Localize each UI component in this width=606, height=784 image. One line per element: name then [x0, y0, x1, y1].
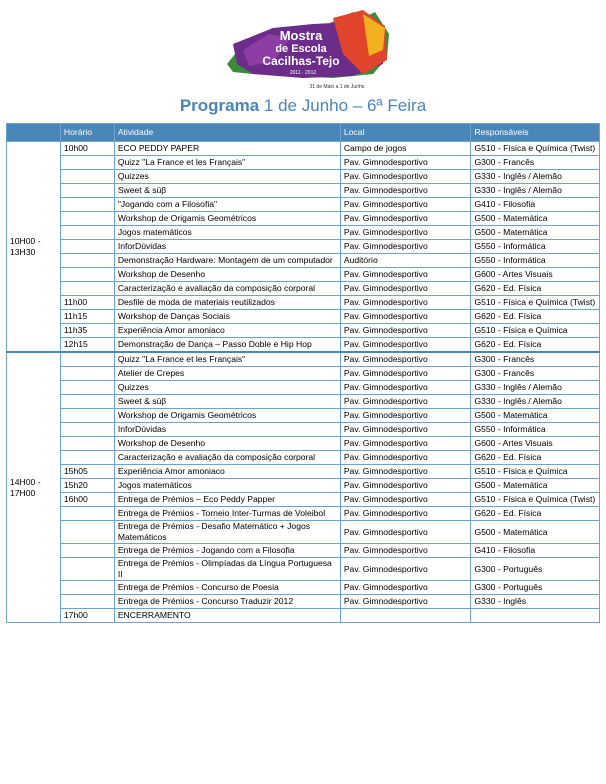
location-cell: Pav. Gimnodesportivo — [340, 493, 471, 507]
page-title — [0, 96, 606, 116]
location-cell: Pav. Gimnodesportivo — [340, 581, 471, 595]
table-row — [7, 240, 600, 254]
activity-cell: InforDúvidas — [114, 240, 340, 254]
time-cell — [60, 212, 114, 226]
location-cell: Pav. Gimnodesportivo — [340, 544, 471, 558]
location-cell: Pav. Gimnodesportivo — [340, 479, 471, 493]
logo-line1: Mostra — [279, 28, 323, 43]
activity-cell: Workshop de Desenho — [114, 437, 340, 451]
responsible-cell: G300 - Francês — [471, 367, 600, 381]
location-cell: Pav. Gimnodesportivo — [340, 282, 471, 296]
time-cell — [60, 595, 114, 609]
activity-cell: Entrega de Prémios - Jogando com a Filosofia — [114, 544, 340, 558]
time-cell: 16h00 — [60, 493, 114, 507]
responsible-cell: G510 - Física e Química (Twist) — [471, 493, 600, 507]
responsible-cell: G510 - Física e Química — [471, 465, 600, 479]
location-cell: Pav. Gimnodesportivo — [340, 395, 471, 409]
table-row — [7, 479, 600, 493]
afternoon-block — [7, 352, 600, 623]
responsible-cell: G410 - Filosofia — [471, 544, 600, 558]
responsible-cell: G410 - Filosofia — [471, 198, 600, 212]
table-row — [7, 381, 600, 395]
responsible-cell: G620 - Ed. Física — [471, 282, 600, 296]
location-cell: Campo de jogos — [340, 142, 471, 156]
location-cell: Pav. Gimnodesportivo — [340, 409, 471, 423]
table-row — [7, 409, 600, 423]
time-cell — [60, 254, 114, 268]
location-cell: Pav. Gimnodesportivo — [340, 465, 471, 479]
table-row — [7, 595, 600, 609]
activity-cell: Entrega de Prémios - Torneio Inter-Turmas de Voleibol — [114, 507, 340, 521]
logo-years: 2011 · 2012 — [289, 70, 317, 76]
activity-cell: Quizzes — [114, 381, 340, 395]
activity-cell: Quizz "La France et les Français" — [114, 352, 340, 367]
table-row — [7, 521, 600, 544]
title-main: Programa — [179, 96, 260, 115]
time-cell — [60, 268, 114, 282]
time-cell — [60, 381, 114, 395]
activity-cell: Entrega de Prémios – Eco Peddy Papper — [114, 493, 340, 507]
activity-cell: Entrega de Prémios - Concurso de Poesia — [114, 581, 340, 595]
table-row — [7, 544, 600, 558]
time-cell: 11h35 — [60, 324, 114, 338]
activity-cell: Demonstração Hardware: Montagem de um computador — [114, 254, 340, 268]
activity-cell: Caracterização e avaliação da composição corporal — [114, 282, 340, 296]
time-cell — [60, 240, 114, 254]
activity-cell: Entrega de Prémios - Concurso Traduzir 2012 — [114, 595, 340, 609]
location-cell: Pav. Gimnodesportivo — [340, 338, 471, 353]
responsible-cell: G330 - Inglês / Alemão — [471, 170, 600, 184]
header-location: Local — [340, 124, 471, 142]
responsible-cell: G600 - Artes Visuais — [471, 437, 600, 451]
table-row — [7, 395, 600, 409]
activity-cell: Entrega de Prémios - Desafio Matemático + Jogos Matemáticos — [114, 521, 340, 544]
table-row — [7, 156, 600, 170]
responsible-cell: G500 - Matemática — [471, 226, 600, 240]
period-cell: 10H00 - 13H30 — [7, 142, 61, 353]
time-cell — [60, 352, 114, 367]
table-row — [7, 184, 600, 198]
time-cell — [60, 395, 114, 409]
time-cell — [60, 521, 114, 544]
responsible-cell: G600 - Artes Visuais — [471, 268, 600, 282]
table-row — [7, 465, 600, 479]
time-cell — [60, 544, 114, 558]
table-row — [7, 226, 600, 240]
activity-cell: Entrega de Prémios - Olimpíadas da Língua Portuguesa II — [114, 558, 340, 581]
location-cell: Pav. Gimnodesportivo — [340, 507, 471, 521]
morning-block — [7, 142, 600, 353]
header-activity: Atividade — [114, 124, 340, 142]
location-cell: Pav. Gimnodesportivo — [340, 558, 471, 581]
location-cell: Pav. Gimnodesportivo — [340, 170, 471, 184]
table-row — [7, 142, 600, 156]
table-row — [7, 507, 600, 521]
logo-line2: de Escola — [275, 43, 327, 55]
location-cell: Pav. Gimnodesportivo — [340, 451, 471, 465]
responsible-cell: G510 - Física e Química — [471, 324, 600, 338]
activity-cell: Workshop de Desenho — [114, 268, 340, 282]
location-cell: Pav. Gimnodesportivo — [340, 437, 471, 451]
time-cell: 10h00 — [60, 142, 114, 156]
time-cell — [60, 367, 114, 381]
location-cell: Pav. Gimnodesportivo — [340, 381, 471, 395]
time-cell — [60, 558, 114, 581]
location-cell — [340, 609, 471, 623]
event-logo — [213, 4, 393, 94]
activity-cell: Desfile de moda de materiais reutilizados — [114, 296, 340, 310]
table-row — [7, 451, 600, 465]
responsible-cell: G510 - Física e Química (Twist) — [471, 296, 600, 310]
time-cell — [60, 226, 114, 240]
table-row — [7, 609, 600, 623]
table-row — [7, 367, 600, 381]
responsible-cell: G500 - Matemática — [471, 479, 600, 493]
table-row — [7, 338, 600, 353]
responsible-cell: G300 - Português — [471, 581, 600, 595]
location-cell: Pav. Gimnodesportivo — [340, 521, 471, 544]
table-row — [7, 558, 600, 581]
responsible-cell: G510 - Física e Química (Twist) — [471, 142, 600, 156]
time-cell — [60, 437, 114, 451]
time-cell: 15h05 — [60, 465, 114, 479]
table-row — [7, 423, 600, 437]
table-row — [7, 437, 600, 451]
time-cell — [60, 423, 114, 437]
activity-cell: Jogos matemáticos — [114, 226, 340, 240]
table-row — [7, 581, 600, 595]
location-cell: Pav. Gimnodesportivo — [340, 198, 471, 212]
time-cell: 11h15 — [60, 310, 114, 324]
table-row — [7, 254, 600, 268]
responsible-cell: G620 - Ed. Física — [471, 310, 600, 324]
activity-cell: Sweet & süβ — [114, 184, 340, 198]
schedule-table — [6, 123, 600, 623]
responsible-cell: G330 - Inglês / Alemão — [471, 184, 600, 198]
logo-line3: Cacilhas-Tejo — [262, 54, 340, 68]
time-cell: 12h15 — [60, 338, 114, 353]
location-cell: Pav. Gimnodesportivo — [340, 226, 471, 240]
table-row — [7, 198, 600, 212]
location-cell: Pav. Gimnodesportivo — [340, 595, 471, 609]
responsible-cell: G620 - Ed. Física — [471, 451, 600, 465]
activity-cell: Experiência Amor amoniaco — [114, 465, 340, 479]
location-cell: Pav. Gimnodesportivo — [340, 184, 471, 198]
activity-cell: Demonstração de Dança – Passo Doble e Hip Hop — [114, 338, 340, 353]
responsible-cell: G330 - Inglês — [471, 595, 600, 609]
activity-cell: Workshop de Danças Sociais — [114, 310, 340, 324]
responsible-cell: G330 - Inglês / Alemão — [471, 381, 600, 395]
table-row — [7, 352, 600, 367]
time-cell — [60, 451, 114, 465]
responsible-cell: G300 - Francês — [471, 352, 600, 367]
time-cell — [60, 507, 114, 521]
activity-cell: Quizz "La France et les Français" — [114, 156, 340, 170]
responsible-cell: G300 - Português — [471, 558, 600, 581]
activity-cell: Sweet & süβ — [114, 395, 340, 409]
table-row — [7, 493, 600, 507]
title-date: 1 de Junho – 6ª Feira — [259, 96, 427, 115]
location-cell: Pav. Gimnodesportivo — [340, 324, 471, 338]
responsible-cell: G550 - Informática — [471, 423, 600, 437]
activity-cell: Workshop de Origamis Geométricos — [114, 212, 340, 226]
responsible-cell: G300 - Francês — [471, 156, 600, 170]
responsible-cell: G550 - Informática — [471, 240, 600, 254]
time-cell — [60, 198, 114, 212]
responsible-cell: G500 - Matemática — [471, 409, 600, 423]
activity-cell: Quizzes — [114, 170, 340, 184]
responsible-cell — [471, 609, 600, 623]
period-cell: 14H00 - 17H00 — [7, 352, 61, 623]
table-row — [7, 324, 600, 338]
location-cell: Pav. Gimnodesportivo — [340, 240, 471, 254]
time-cell: 17h00 — [60, 609, 114, 623]
header-responsible: Responsáveis — [471, 124, 600, 142]
time-cell — [60, 156, 114, 170]
responsible-cell: G500 - Matemática — [471, 212, 600, 226]
location-cell: Pav. Gimnodesportivo — [340, 352, 471, 367]
location-cell: Pav. Gimnodesportivo — [340, 310, 471, 324]
header-row — [7, 124, 600, 142]
activity-cell: Workshop de Origamis Geométricos — [114, 409, 340, 423]
activity-cell: Atelier de Crepes — [114, 367, 340, 381]
time-cell — [60, 581, 114, 595]
time-cell: 15h20 — [60, 479, 114, 493]
location-cell: Pav. Gimnodesportivo — [340, 367, 471, 381]
responsible-cell: G620 - Ed. Física — [471, 338, 600, 353]
responsible-cell: G500 - Matemática — [471, 521, 600, 544]
activity-cell: "Jogando com a Filosofia" — [114, 198, 340, 212]
activity-cell: Experiência Amor amoniaco — [114, 324, 340, 338]
activity-cell: Caracterização e avaliação da composição corporal — [114, 451, 340, 465]
activity-cell: ECO PEDDY PAPER — [114, 142, 340, 156]
location-cell: Pav. Gimnodesportivo — [340, 423, 471, 437]
activity-cell: ENCERRAMENTO — [114, 609, 340, 623]
location-cell: Auditório — [340, 254, 471, 268]
time-cell — [60, 409, 114, 423]
time-cell — [60, 170, 114, 184]
responsible-cell: G330 - Inglês / Alemão — [471, 395, 600, 409]
header-period — [7, 124, 61, 142]
responsible-cell: G620 - Ed. Física — [471, 507, 600, 521]
table-row — [7, 268, 600, 282]
activity-cell: InforDúvidas — [114, 423, 340, 437]
table-row — [7, 282, 600, 296]
activity-cell: Jogos matemáticos — [114, 479, 340, 493]
time-cell: 11h00 — [60, 296, 114, 310]
responsible-cell: G550 - Informática — [471, 254, 600, 268]
table-row — [7, 310, 600, 324]
table-row — [7, 296, 600, 310]
time-cell — [60, 282, 114, 296]
time-cell — [60, 184, 114, 198]
location-cell: Pav. Gimnodesportivo — [340, 268, 471, 282]
table-row — [7, 212, 600, 226]
header-time: Horário — [60, 124, 114, 142]
location-cell: Pav. Gimnodesportivo — [340, 156, 471, 170]
location-cell: Pav. Gimnodesportivo — [340, 212, 471, 226]
logo-caption: 31 de Maio a 1 de Junho — [309, 84, 365, 90]
location-cell: Pav. Gimnodesportivo — [340, 296, 471, 310]
table-row — [7, 170, 600, 184]
